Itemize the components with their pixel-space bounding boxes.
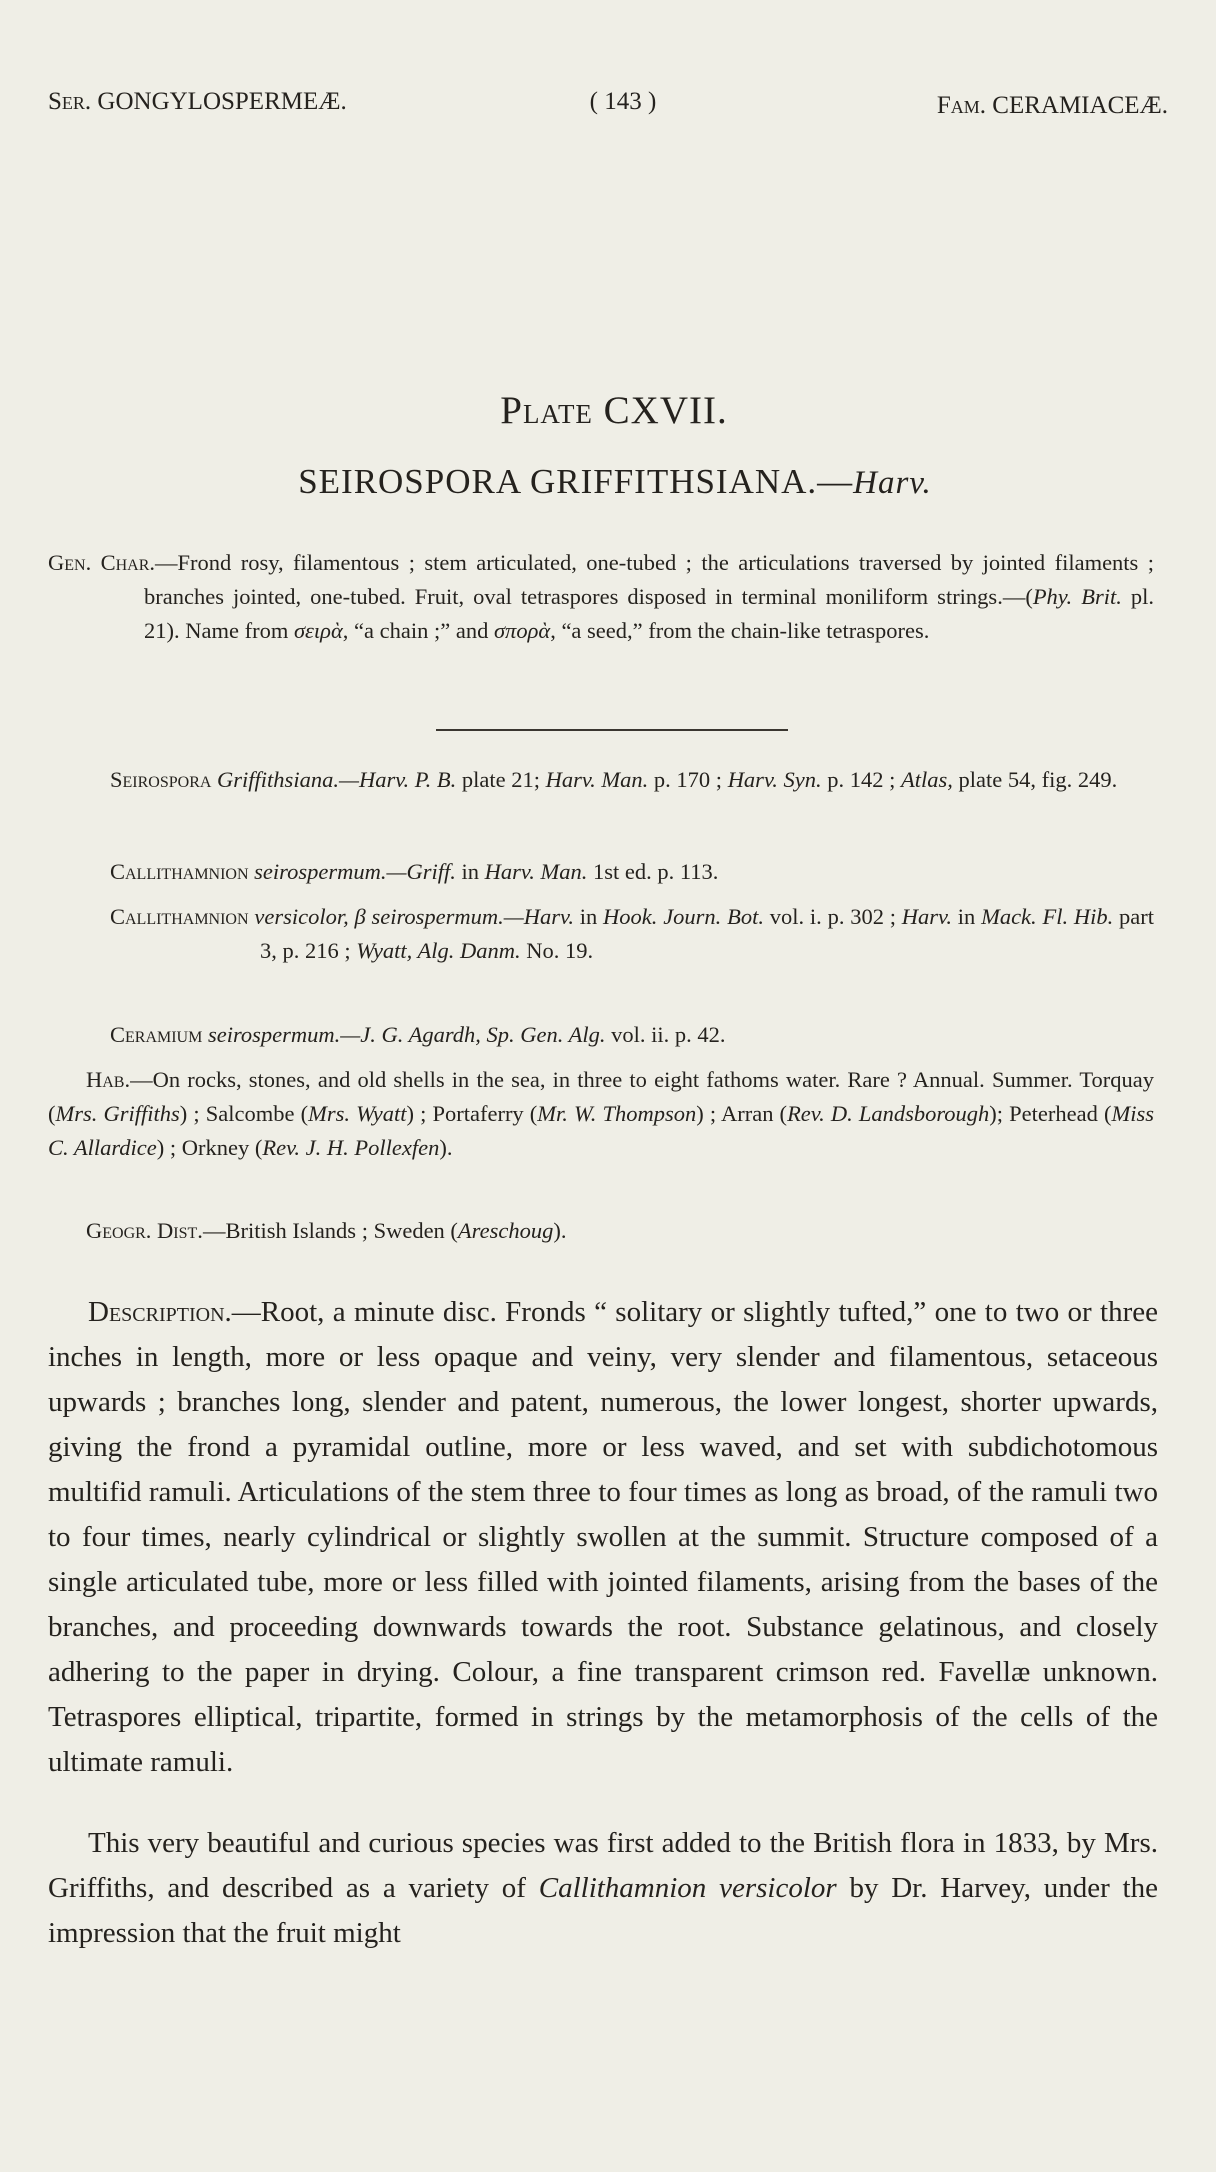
species-name: SEIROSPORA GRIFFITHSIANA.— bbox=[298, 462, 854, 501]
collector: Rev. D. Landsborough bbox=[787, 1101, 990, 1126]
synonym-ref: Wyatt, Alg. Danm. bbox=[356, 938, 521, 963]
species-author: Harv. bbox=[853, 465, 932, 501]
synonym-text: 1st ed. p. 113. bbox=[587, 859, 719, 884]
species-title bbox=[0, 462, 1216, 502]
habitat-text: ); Peterhead ( bbox=[989, 1101, 1112, 1126]
header-family: Fam. CERAMIACEÆ. bbox=[936, 92, 1168, 119]
header-series: Ser. GONGYLOSPERMEÆ. bbox=[48, 88, 347, 115]
habitat-text: ) ; Orkney ( bbox=[156, 1135, 263, 1160]
gen-char-text: , “a chain ;” and bbox=[342, 618, 494, 643]
synonym-text: in bbox=[573, 904, 604, 929]
collector: Rev. J. H. Pollexfen bbox=[262, 1135, 440, 1160]
history-paragraph bbox=[48, 1821, 1158, 1956]
synonym-ref: Harv. bbox=[901, 904, 952, 929]
collector: Mrs. Griffiths bbox=[55, 1101, 180, 1126]
synonym-genus: Callithamnion bbox=[110, 904, 249, 929]
synonym-text: in bbox=[455, 859, 485, 884]
gen-char-ref: Phy. Brit. bbox=[1032, 584, 1122, 609]
habitat-label: Hab. bbox=[86, 1067, 131, 1092]
page-number: ( 143 ) bbox=[589, 88, 657, 115]
habitat-text: ) ; Arran ( bbox=[696, 1101, 788, 1126]
gen-char-text: —Frond rosy, filamentous ; stem articulated, one-tubed ; the articulations traversed by jointed filaments ; branches jointed, one-tubed. Fruit, oval tetraspores disposed in terminal moniliform strings.—( bbox=[144, 550, 1154, 609]
synonym-entry bbox=[110, 1018, 1154, 1052]
synonym-entry bbox=[110, 763, 1154, 797]
synonym-entry bbox=[110, 855, 1154, 889]
gen-char-text: pl. 21). Name from bbox=[144, 584, 1154, 643]
collector: Miss C. Allardice bbox=[48, 1101, 1154, 1160]
species-ref: Callithamnion versicolor bbox=[538, 1872, 837, 1904]
geogr-label: Geogr. Dist. bbox=[86, 1218, 203, 1243]
geographical-distribution bbox=[86, 1218, 1154, 1244]
geogr-text: ). bbox=[553, 1218, 567, 1243]
history-text: This very beautiful and curious species was first added to the British flora in 1833, by Mrs. Griffiths, and described as a variety of bbox=[48, 1827, 1158, 1904]
synonym-entry bbox=[110, 900, 1154, 968]
collector: Mrs. Wyatt bbox=[308, 1101, 407, 1126]
synonym-ref: Mack. Fl. Hib. bbox=[981, 904, 1114, 929]
collector: Mr. W. Thompson bbox=[537, 1101, 697, 1126]
synonym-ref: Atlas, bbox=[901, 767, 953, 792]
synonym-ref: Harv. Man. bbox=[545, 767, 649, 792]
habitat-text: ) ; Portaferry ( bbox=[406, 1101, 538, 1126]
greek-word: σπορὰ bbox=[493, 618, 551, 643]
plate-title: Plate CXVII. bbox=[500, 389, 728, 432]
synonym-ref: Harv. Syn. bbox=[727, 767, 822, 792]
section-divider bbox=[436, 729, 788, 731]
synonym-genus: Callithamnion bbox=[110, 859, 249, 884]
geogr-text: —British Islands ; Sweden ( bbox=[202, 1218, 458, 1243]
synonym-text: vol. ii. p. 42. bbox=[605, 1022, 726, 1047]
synonym-text: plate 21; bbox=[456, 767, 546, 792]
synonym-text: in bbox=[952, 904, 982, 929]
description-text: —Root, a minute disc. Fronds “ solitary or slightly tufted,” one to two or three inches in length, more or less opaque and veiny, very slender and filamentous, setaceous upwards ; branches long, slender and patent, numerous, the lower longest, shorter upwards, giving the frond a pyramidal outline, more or less waved, and set with subdichotomous multifid ramuli. Articulations of the stem three to four times as long as broad, of the ramuli two to four times, nearly cylindrical or slightly swollen at the summit. Structure composed of a single articulated tube, more or less filled with jointed filaments, arising from the bases of the branches, and proceeding downwards towards the root. Substance gelatinous, and closely adhering to the paper in drying. Colour, a fine transparent crimson red. Favellæ unknown. Tetraspores elliptical, tripartite, formed in strings by the metamorphosis of the cells of the ultimate ramuli. bbox=[48, 1296, 1158, 1778]
synonym-species: seirospermum.—Griff. bbox=[254, 859, 456, 884]
generic-character bbox=[48, 546, 1154, 648]
synonym-genus: Ceramium bbox=[110, 1022, 203, 1047]
synonym-text: vol. i. p. 302 ; bbox=[763, 904, 902, 929]
synonym-text: p. 170 ; bbox=[648, 767, 728, 792]
synonym-species: versicolor, β seirospermum.—Harv. bbox=[254, 904, 574, 929]
synonym-ref: Hook. Journ. Bot. bbox=[603, 904, 764, 929]
synonym-species: Griffithsiana.—Harv. P. B. bbox=[217, 767, 457, 792]
description-label: Description. bbox=[88, 1296, 232, 1328]
habitat-text: —On rocks, stones, and old shells in the sea, in three to eight fathoms water. Rare ? Annual. Summer. Torquay ( bbox=[48, 1067, 1154, 1126]
synonym-text: No. 19. bbox=[520, 938, 594, 963]
synonym-ref: Harv. Man. bbox=[484, 859, 588, 884]
geogr-ref: Areschoug bbox=[457, 1218, 554, 1243]
synonym-species: seirospermum.—J. G. Agardh, Sp. Gen. Alg. bbox=[207, 1022, 606, 1047]
synonym-genus: Seirospora bbox=[110, 767, 212, 792]
greek-word: σειρὰ bbox=[293, 618, 343, 643]
synonym-text: part 3, p. 216 ; bbox=[260, 904, 1154, 963]
gen-char-text: , “a seed,” from the chain-like tetraspores. bbox=[550, 618, 930, 643]
description-section bbox=[48, 1290, 1158, 1956]
gen-char-label: Gen. Char. bbox=[48, 550, 156, 575]
running-header bbox=[48, 88, 1168, 128]
habitat-text: ) ; Salcombe ( bbox=[179, 1101, 309, 1126]
habitat bbox=[48, 1063, 1154, 1165]
habitat-text: ). bbox=[439, 1135, 453, 1160]
history-text: by Dr. Harvey, under the impression that the fruit might bbox=[48, 1872, 1158, 1949]
synonym-text: p. 142 ; bbox=[821, 767, 902, 792]
description-paragraph bbox=[48, 1290, 1158, 1785]
synonym-text: plate 54, fig. 249. bbox=[952, 767, 1118, 792]
